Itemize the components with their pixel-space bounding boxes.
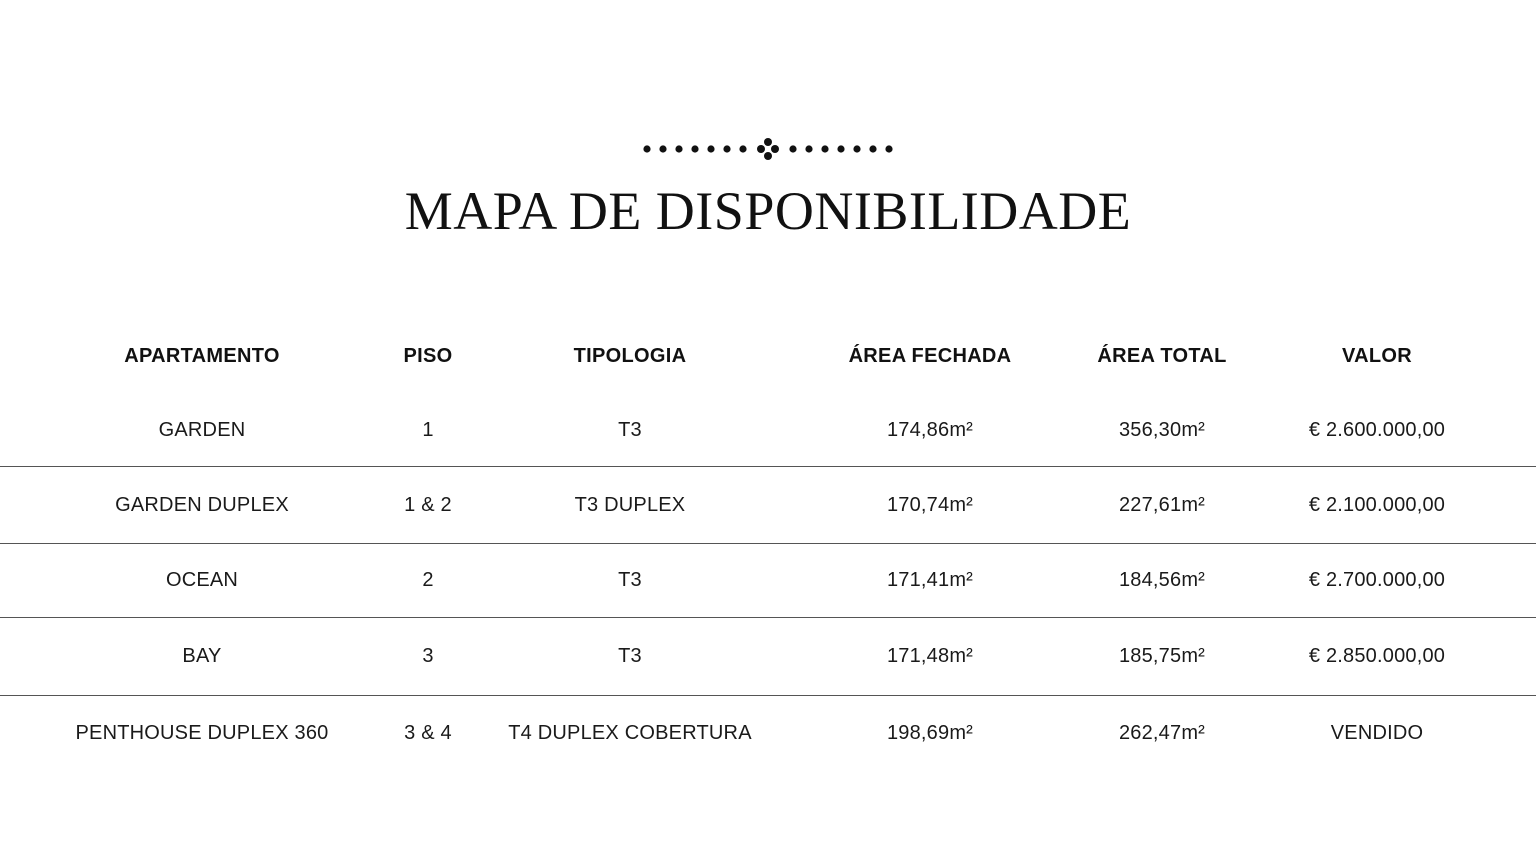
ornament-divider — [0, 136, 1536, 162]
cell-apartamento: BAY — [182, 645, 222, 667]
cell-area-fechada: 171,41m² — [886, 569, 974, 591]
cell-area-fechada: 198,69m² — [886, 721, 974, 744]
table-row — [0, 394, 1536, 467]
cell-apartamento: OCEAN — [165, 569, 239, 591]
cell-tipologia: T3 — [618, 645, 642, 667]
cell-area-fechada: 170,74m² — [886, 493, 974, 516]
cell-area-total: 184,56m² — [1118, 569, 1206, 591]
cell-valor: € 2.700.000,00 — [1308, 569, 1446, 591]
header-valor: VALOR — [1341, 344, 1412, 367]
cell-apartamento: PENTHOUSE DUPLEX 360 — [75, 721, 329, 744]
cell-area-total: 185,75m² — [1118, 645, 1206, 667]
cell-area-fechada: 171,48m² — [886, 645, 974, 667]
header-tipologia: TIPOLOGIA — [573, 344, 687, 367]
cell-piso: 1 & 2 — [404, 493, 452, 516]
cell-piso: 3 — [422, 645, 434, 667]
cell-valor: € 2.100.000,00 — [1308, 493, 1446, 516]
cell-valor: € 2.600.000,00 — [1308, 418, 1446, 441]
cell-valor: € 2.850.000,00 — [1308, 645, 1446, 667]
table-row — [0, 467, 1536, 544]
cell-area-fechada: 174,86m² — [886, 418, 974, 441]
cell-area-total: 356,30m² — [1118, 418, 1206, 441]
table-row — [0, 544, 1536, 618]
cell-piso: 3 & 4 — [404, 721, 452, 744]
cell-tipologia: T3 — [618, 569, 642, 591]
cell-piso: 1 — [422, 418, 434, 441]
header-piso: PISO — [403, 344, 453, 367]
header-area-fechada: ÁREA FECHADA — [848, 344, 1012, 367]
table-row — [0, 696, 1536, 770]
cell-piso: 2 — [422, 569, 434, 591]
header-apartamento: APARTAMENTO — [124, 344, 280, 367]
cell-tipologia: T3 — [618, 418, 642, 441]
cell-tipologia: T3 DUPLEX — [574, 493, 686, 516]
cell-tipologia: T4 DUPLEX COBERTURA — [508, 721, 752, 744]
availability-table — [0, 318, 1536, 770]
table-row — [0, 618, 1536, 696]
cell-area-total: 227,61m² — [1118, 493, 1206, 516]
header-area-total: ÁREA TOTAL — [1097, 344, 1227, 367]
cell-valor: VENDIDO — [1330, 721, 1424, 744]
page-title: MAPA DE DISPONIBILIDADE — [404, 181, 1132, 241]
table-header — [0, 318, 1536, 394]
dotted-fleuron-icon — [643, 136, 893, 162]
cell-apartamento: GARDEN DUPLEX — [115, 493, 289, 516]
cell-apartamento: GARDEN — [158, 418, 246, 441]
cell-area-total: 262,47m² — [1118, 721, 1206, 744]
